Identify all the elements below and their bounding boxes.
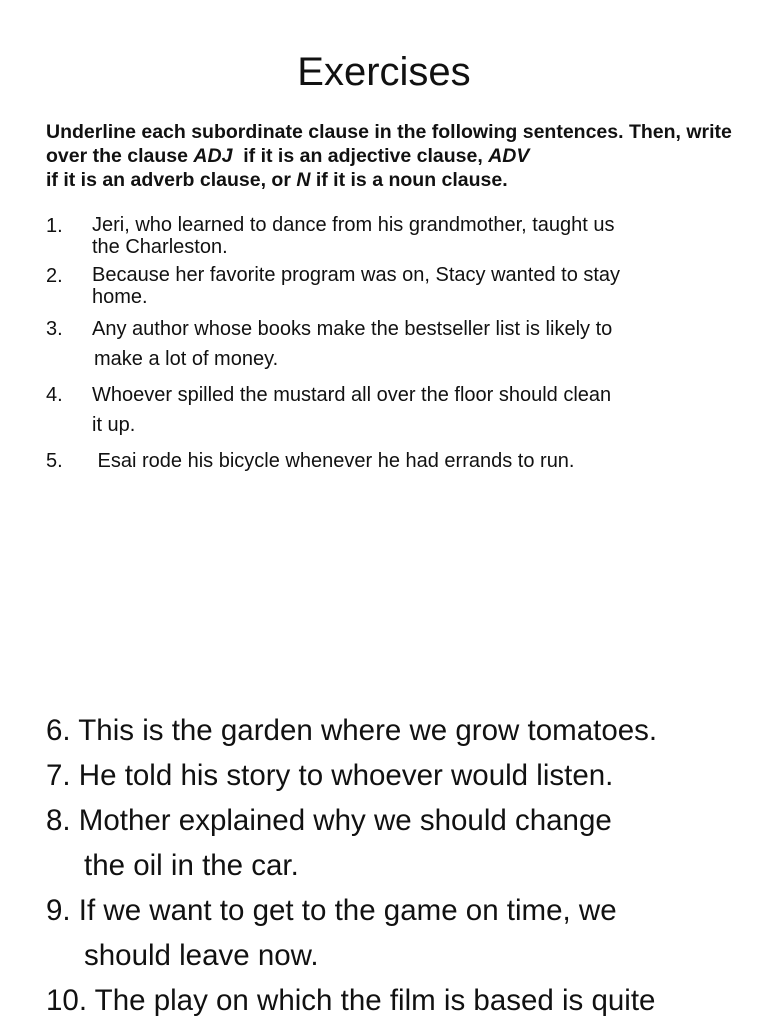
- list-item: [46, 798, 756, 888]
- list-item: [46, 314, 746, 374]
- item-number: 4.: [46, 384, 63, 406]
- item-text: 9. If we want to get to the game on time, we: [46, 894, 617, 927]
- item-text: 6. This is the garden where we grow tomatoes.: [46, 714, 658, 747]
- item-number: 2.: [46, 265, 63, 287]
- item-text: 8. Mother explained why we should change: [46, 804, 612, 837]
- item-text: Jeri, who learned to dance from his grandmother, taught us: [92, 214, 615, 236]
- list-item: [46, 264, 746, 308]
- list-item: [46, 214, 746, 258]
- item-text-continued: make a lot of money.: [94, 348, 279, 370]
- item-number: 5.: [46, 450, 63, 472]
- exercise-list-6-10: [46, 708, 756, 1023]
- instructions-text-2: if it is an adjective clause,: [232, 145, 489, 167]
- item-text: Whoever spilled the mustard all over the floor should clean: [92, 384, 612, 406]
- item-text-continued: home.: [92, 286, 148, 308]
- item-text: Esai rode his bicycle whenever he had errands to run.: [92, 450, 575, 472]
- item-text-continued: the oil in the car.: [84, 849, 299, 882]
- list-item: [46, 708, 756, 753]
- item-number: 1.: [46, 215, 63, 237]
- list-item: [46, 888, 756, 978]
- list-item: [46, 446, 746, 476]
- item-number: 3.: [46, 318, 63, 340]
- label-n: N: [296, 169, 311, 191]
- list-item: [46, 380, 746, 440]
- page-title: Exercises: [297, 50, 471, 94]
- instructions: [46, 120, 746, 192]
- item-text-continued: the Charleston.: [92, 236, 228, 258]
- item-text: 10. The play on which the film is based is quite: [46, 984, 656, 1017]
- list-item: [46, 978, 756, 1023]
- instructions-text-4: if it is a noun clause.: [310, 169, 508, 191]
- item-text-continued: it up.: [92, 414, 136, 436]
- instructions-text-3: if it is an adverb clause, or: [46, 169, 297, 191]
- label-adv: ADV: [488, 145, 530, 167]
- item-text: Because her favorite program was on, Stacy wanted to stay: [92, 264, 621, 286]
- item-text-continued: should leave now.: [84, 939, 319, 972]
- exercise-list-1-5: [46, 214, 746, 482]
- instructions-text-1: Underline each subordinate clause in the following sentences. Then, write over the clause: [46, 121, 732, 167]
- list-item: [46, 753, 756, 798]
- item-text: Any author whose books make the bestseller list is likely to: [92, 318, 613, 340]
- label-adj: ADJ: [193, 145, 233, 167]
- item-text: 7. He told his story to whoever would listen.: [46, 759, 614, 792]
